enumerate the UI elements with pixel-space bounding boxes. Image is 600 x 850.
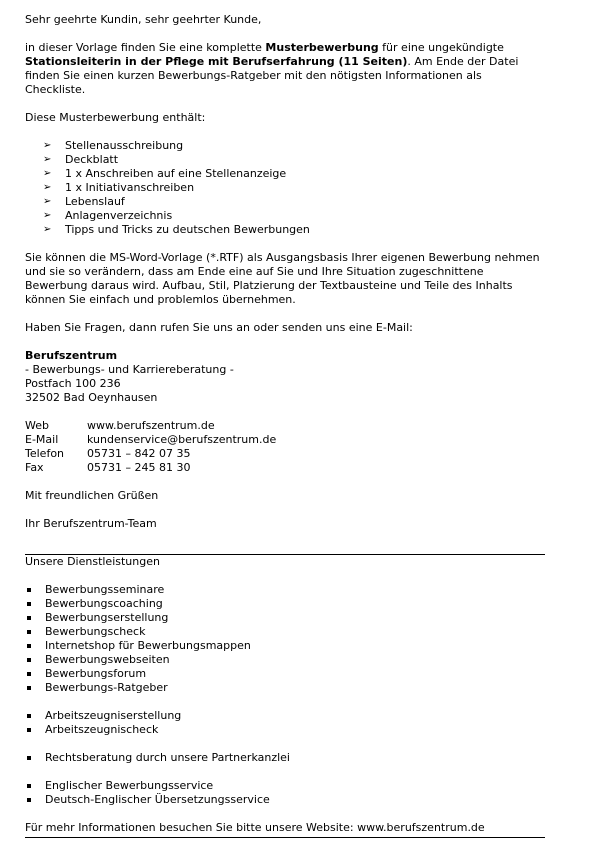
intro-text-2: für eine ungekündigte — [378, 41, 504, 54]
square-bullet-icon — [27, 588, 31, 592]
company-street: Postfach 100 236 — [25, 377, 121, 390]
footer-text: Für mehr Informationen besuchen Sie bitte unsere Website: www.berufszentrum.de — [25, 821, 485, 834]
contents-item-label: Stellenausschreibung — [65, 139, 184, 152]
service-item-label: Arbeitszeugnischeck — [45, 723, 159, 736]
contact-row — [25, 447, 545, 461]
greeting: Sehr geehrte Kundin, sehr geehrter Kunde, — [25, 13, 262, 26]
service-item-label: Internetshop für Bewerbungsmappen — [45, 639, 251, 652]
services-group — [25, 751, 545, 765]
contents-item-label: 1 x Anschreiben auf eine Stellenanzeige — [65, 167, 287, 180]
service-item-label: Bewerbungsseminare — [45, 583, 165, 596]
contact-value: www.berufszentrum.de — [87, 419, 215, 432]
service-item-label: Rechtsberatung durch unsere Partnerkanzlei — [45, 751, 290, 764]
letter — [25, 13, 545, 838]
contents-item — [25, 223, 545, 237]
contact-row — [25, 461, 545, 475]
service-item — [25, 667, 545, 681]
service-item-label: Englischer Bewerbungsservice — [45, 779, 214, 792]
contact-value: 05731 – 842 07 35 — [87, 447, 191, 460]
contact-value: 05731 – 245 81 30 — [87, 461, 191, 474]
services-heading: Unsere Dienstleistungen — [25, 555, 160, 568]
square-bullet-icon — [27, 602, 31, 606]
arrow-bullet-icon: ➢ — [43, 196, 52, 207]
square-bullet-icon — [27, 630, 31, 634]
intro-paragraph — [25, 41, 545, 97]
service-item — [25, 625, 545, 639]
services-group — [25, 779, 545, 807]
intro-bold-1: Musterbewerbung — [265, 41, 379, 54]
service-item — [25, 779, 545, 793]
contents-item-label: 1 x Initiativanschreiben — [65, 181, 195, 194]
service-item — [25, 611, 545, 625]
contents-item-label: Tipps und Tricks zu deutschen Bewerbungen — [65, 223, 310, 236]
contact-list — [25, 419, 545, 475]
contents-item — [25, 167, 545, 181]
contents-list — [25, 139, 545, 237]
intro-text-1: in dieser Vorlage finden Sie eine komplette — [25, 41, 266, 54]
contents-item — [25, 181, 545, 195]
service-item — [25, 639, 545, 653]
company-name: Berufszentrum — [25, 349, 118, 362]
square-bullet-icon — [27, 714, 31, 718]
contents-item-label: Anlagenverzeichnis — [65, 209, 173, 222]
arrow-bullet-icon: ➢ — [43, 154, 52, 165]
contact-label: E-Mail — [25, 433, 59, 446]
contact-row — [25, 433, 545, 447]
contents-item — [25, 153, 545, 167]
intro-text-3: . Am Ende der Datei finden Sie einen kurzen Bewerbungs-Ratgeber mit den nötigsten Informationen als Checkliste. — [25, 55, 519, 96]
square-bullet-icon — [27, 672, 31, 676]
arrow-bullet-icon: ➢ — [43, 168, 52, 179]
contact-label: Web — [25, 419, 49, 432]
service-item — [25, 793, 545, 807]
square-bullet-icon — [27, 798, 31, 802]
contents-item-label: Lebenslauf — [65, 195, 125, 208]
services-group — [25, 583, 545, 695]
service-item — [25, 597, 545, 611]
intro-bold-2: Stationsleiterin in der Pflege mit Berufserfahrung (11 Seiten) — [25, 55, 408, 68]
closing: Mit freundlichen Grüßen — [25, 489, 159, 502]
services-group — [25, 709, 545, 737]
arrow-bullet-icon: ➢ — [43, 210, 52, 221]
contents-item-label: Deckblatt — [65, 153, 119, 166]
contents-item — [25, 139, 545, 153]
signature: Ihr Berufszentrum-Team — [25, 517, 157, 530]
service-item-label: Bewerbungswebseiten — [45, 653, 170, 666]
square-bullet-icon — [27, 616, 31, 620]
contact-value: kundenservice@berufszentrum.de — [87, 433, 277, 446]
service-item — [25, 723, 545, 737]
service-item-label: Deutsch-Englischer Übersetzungsservice — [45, 793, 270, 806]
square-bullet-icon — [27, 728, 31, 732]
service-item-label: Bewerbungsforum — [45, 667, 147, 680]
square-bullet-icon — [27, 784, 31, 788]
arrow-bullet-icon: ➢ — [43, 140, 52, 151]
contents-item — [25, 209, 545, 223]
company-city: 32502 Bad Oeynhausen — [25, 391, 158, 404]
contents-heading: Diese Musterbewerbung enthält: — [25, 111, 206, 124]
service-item — [25, 709, 545, 723]
contact-label: Fax — [25, 461, 44, 474]
usage-paragraph: Sie können die MS-Word-Vorlage (*.RTF) als Ausgangsbasis Ihrer eigenen Bewerbung nehmen und sie so verändern, dass am Ende eine auf Sie und Ihre Situation zugeschnittene Bewerbung daraus wird. Aufbau, Stil, Platzierung der Textbausteine und Teile des Inhalts können Sie einfach und problemlos übernehmen. — [25, 251, 540, 306]
divider-bottom — [25, 837, 545, 838]
company-tagline: - Bewerbungs- und Karriereberatung - — [25, 363, 234, 376]
service-item — [25, 681, 545, 695]
service-item — [25, 583, 545, 597]
square-bullet-icon — [27, 686, 31, 690]
questions-paragraph: Haben Sie Fragen, dann rufen Sie uns an oder senden uns eine E-Mail: — [25, 321, 413, 334]
service-item-label: Bewerbungserstellung — [45, 611, 169, 624]
service-item-label: Arbeitszeugniserstellung — [45, 709, 182, 722]
service-item — [25, 653, 545, 667]
service-item-label: Bewerbungscheck — [45, 625, 146, 638]
service-item-label: Bewerbungs-Ratgeber — [45, 681, 168, 694]
service-item — [25, 751, 545, 765]
contact-label: Telefon — [25, 447, 65, 460]
service-item-label: Bewerbungscoaching — [45, 597, 163, 610]
services-list — [25, 583, 545, 821]
contact-row — [25, 419, 545, 433]
contents-item — [25, 195, 545, 209]
arrow-bullet-icon: ➢ — [43, 182, 52, 193]
arrow-bullet-icon: ➢ — [43, 224, 52, 235]
square-bullet-icon — [27, 658, 31, 662]
square-bullet-icon — [27, 756, 31, 760]
square-bullet-icon — [27, 644, 31, 648]
